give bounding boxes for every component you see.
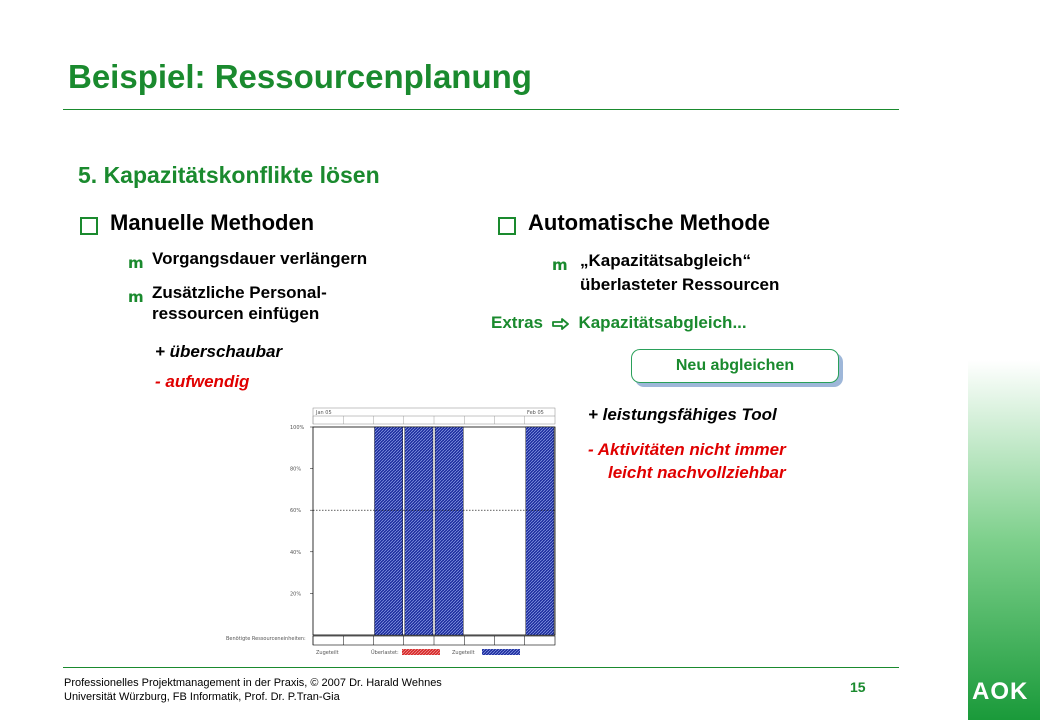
right-pro: + leistungsfähiges Tool (588, 405, 777, 424)
sub-bullet-icon: m (128, 288, 144, 306)
sub-bullet-icon: m (128, 254, 144, 272)
footer-line-1: Professionelles Projektmanagement in der Praxis, © 2007 Dr. Harald Wehnes (64, 677, 442, 689)
chart-header-label: Feb 05 (527, 410, 544, 416)
right-con-line2: leicht nachvollziehbar (608, 463, 786, 482)
chart-tick-label: 20% (290, 591, 302, 598)
checkbox-bullet-icon (80, 217, 98, 235)
chart-bar (405, 427, 433, 635)
left-item-3: ressourcen einfügen (152, 304, 320, 323)
extras-menu-item: Kapazitätsabgleich... (578, 313, 747, 332)
left-heading: Manuelle Methoden (110, 210, 315, 235)
chart-bar (435, 427, 463, 635)
chart-legend-label: Zugeteilt (316, 650, 339, 656)
left-item-1: Vorgangsdauer verlängern (152, 249, 368, 268)
footer-divider (63, 667, 899, 668)
chart-tick-label: 60% (290, 508, 302, 515)
chart-plot-frame (313, 427, 555, 635)
legend-allocated-swatch (482, 649, 520, 655)
resource-chart (222, 405, 562, 660)
right-item-line1: „Kapazitätsabgleich“ (580, 251, 751, 270)
chart-header-label: Jan 05 (316, 410, 332, 416)
chart-legend-label: Überlastet: (371, 650, 399, 656)
slide-title: Beispiel: Ressourcenplanung (68, 58, 532, 95)
extras-menu-label: Extras (491, 313, 543, 332)
page-number: 15 (850, 679, 866, 695)
left-con: - aufwendig (155, 372, 250, 391)
footer-line-2: Universität Würzburg, FB Informatik, Prof. Dr. P.Tran-Gia (64, 691, 340, 703)
legend-overload-swatch (402, 649, 440, 655)
left-item-2: Zusätzliche Personal- (152, 283, 327, 302)
right-con-line1: - Aktivitäten nicht immer (588, 440, 786, 459)
chart-bar (375, 427, 403, 635)
chart-tick-label: 80% (290, 466, 302, 473)
chart-tick-label: 40% (290, 549, 302, 556)
arrow-right-icon (552, 313, 570, 333)
checkbox-bullet-icon (498, 217, 516, 235)
aok-logo: AOK (972, 678, 1029, 705)
chart-row-label: Benötigte Ressourceneinheiten: (226, 636, 306, 642)
left-pro: + überschaubar (155, 342, 283, 361)
chart-bar (526, 427, 554, 635)
neu-abgleichen-button[interactable]: Neu abgleichen (631, 349, 839, 383)
right-heading: Automatische Methode (528, 210, 771, 235)
extras-menu-path (491, 313, 747, 333)
title-divider (63, 109, 899, 110)
brand-sidebar (968, 0, 1040, 720)
chart-legend-label: Zugeteilt (452, 650, 475, 656)
sub-bullet-icon: m (552, 256, 568, 274)
chart-tick-label: 100% (290, 425, 305, 431)
section-subtitle: 5. Kapazitätskonflikte lösen (78, 162, 380, 188)
right-item-line2: überlasteter Ressourcen (580, 275, 780, 294)
